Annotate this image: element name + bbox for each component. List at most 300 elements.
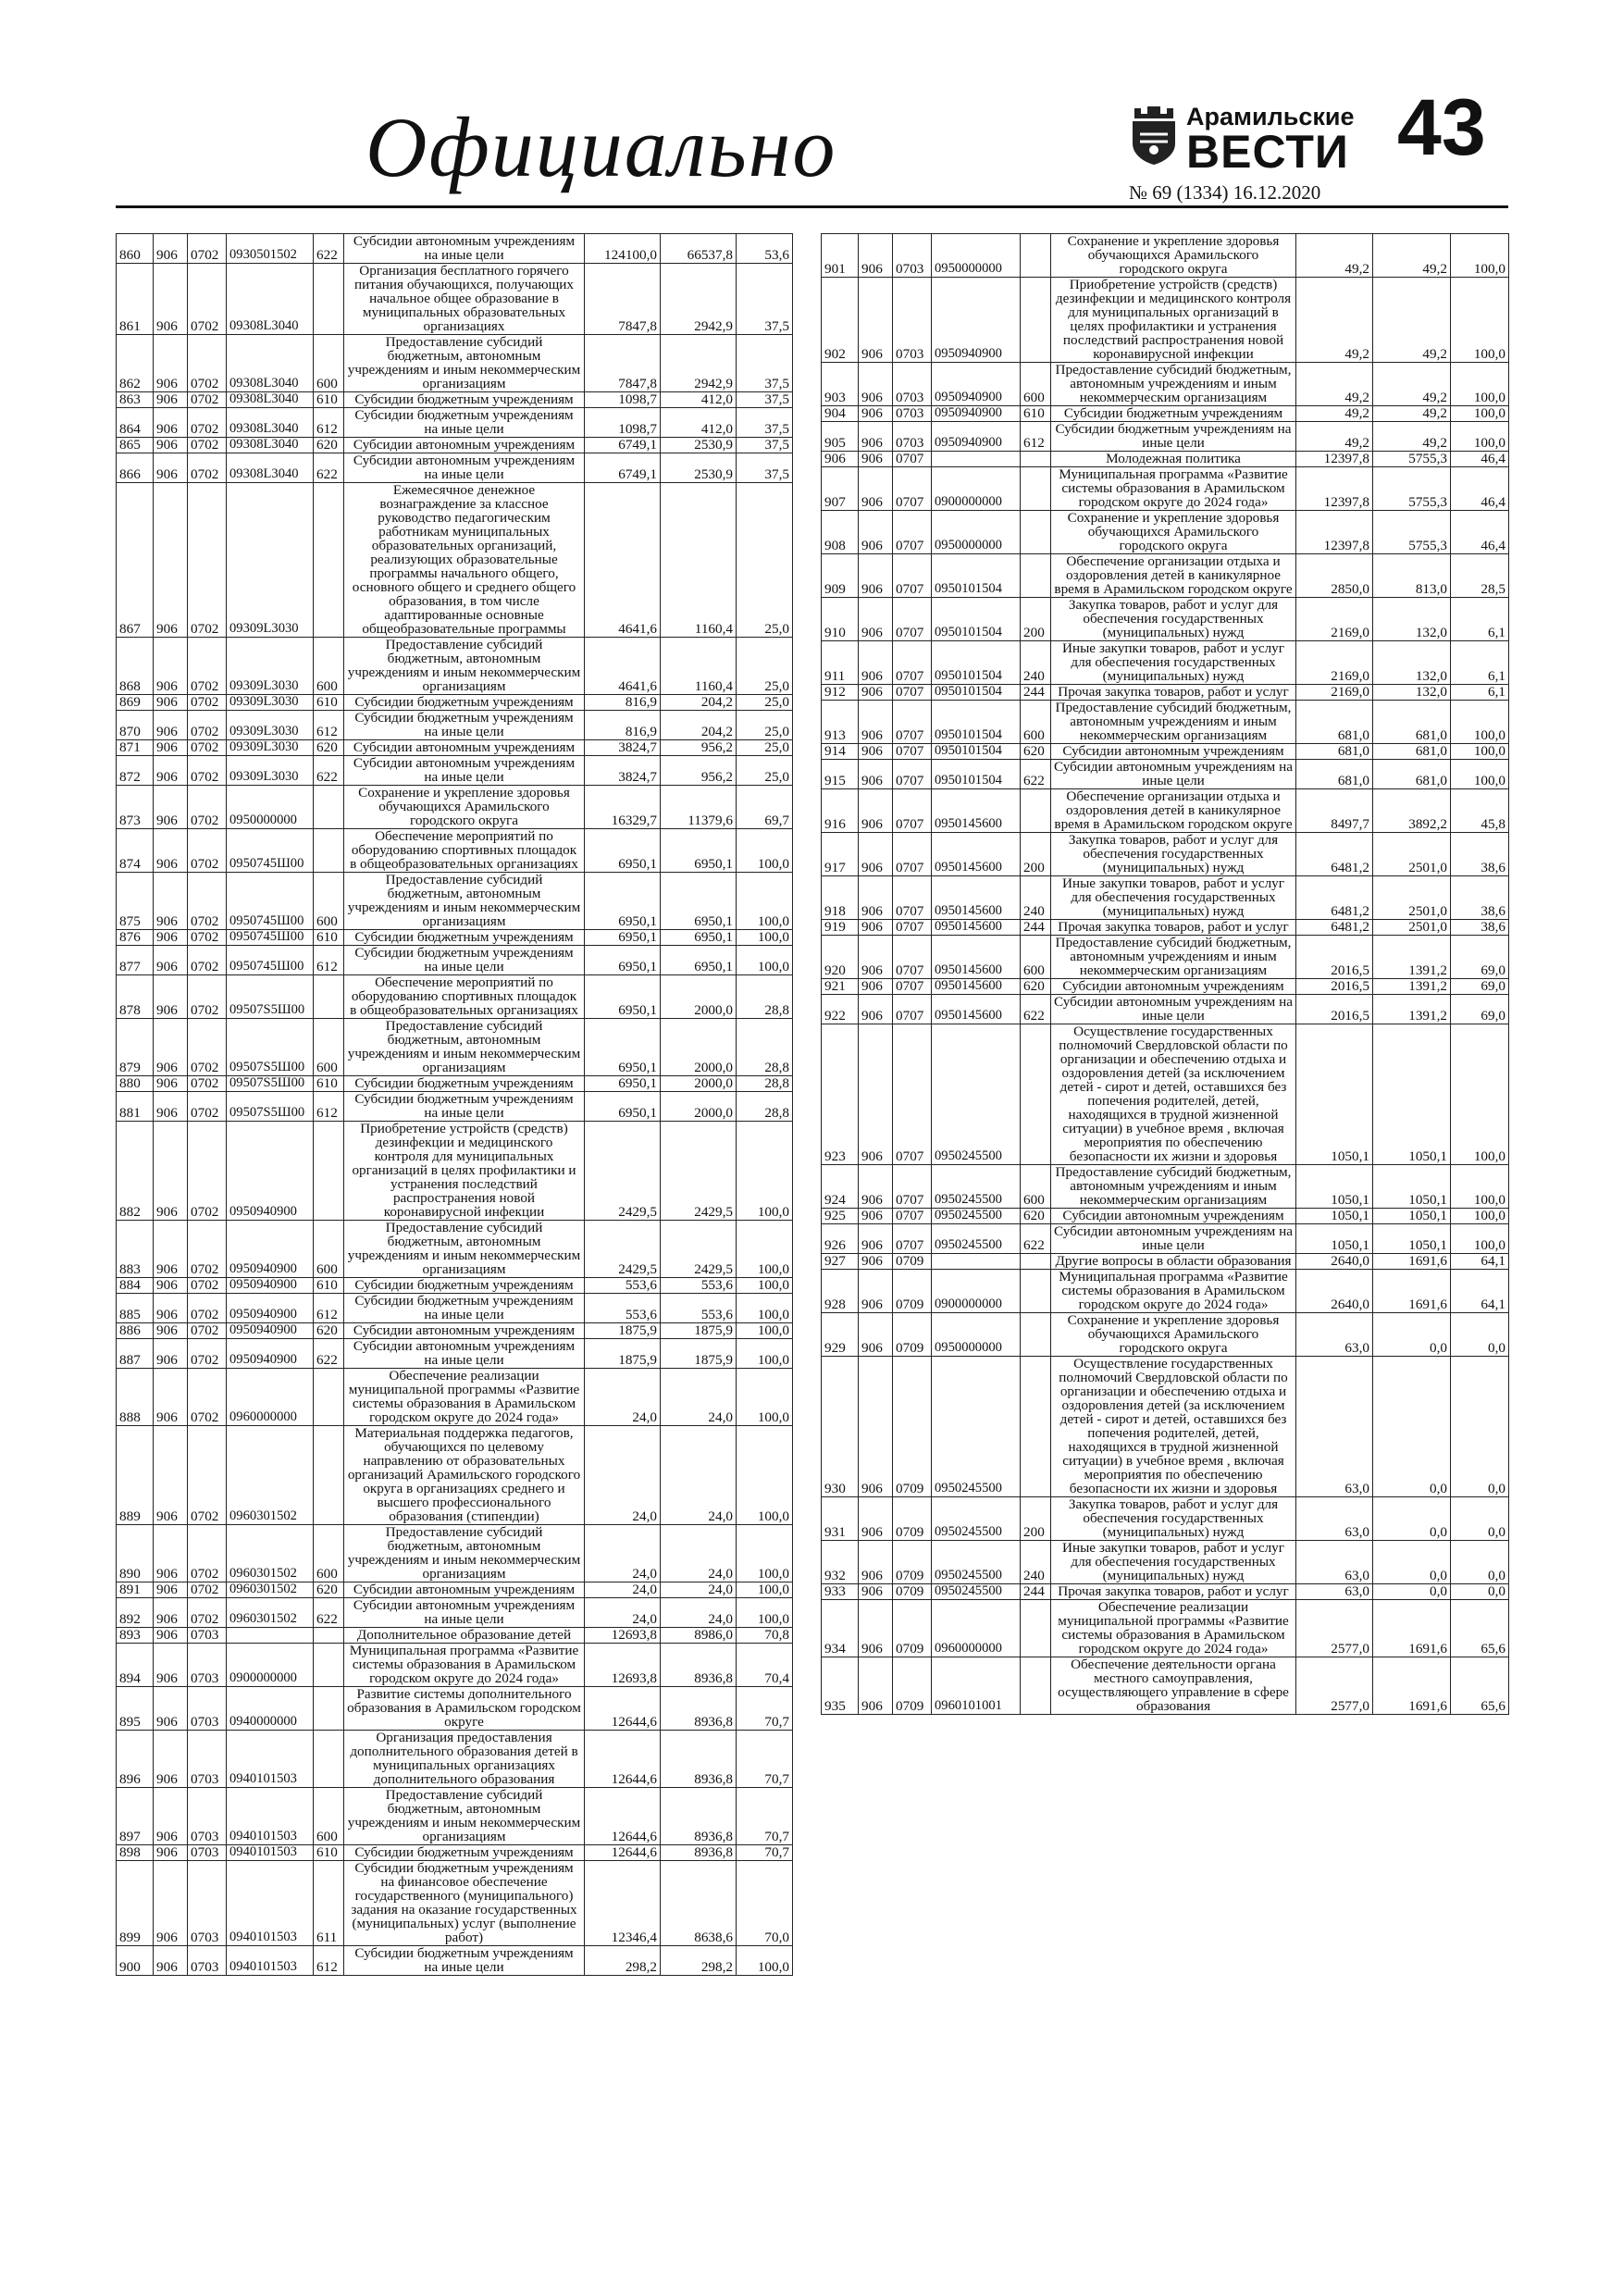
execution-percent-cell: 37,5 xyxy=(737,453,793,483)
expense-name-cell: Субсидии бюджетным учреждениям xyxy=(344,695,585,711)
row-number-cell: 926 xyxy=(822,1224,859,1254)
section-code-cell: 0702 xyxy=(188,695,227,711)
executed-amount-cell: 6950,1 xyxy=(661,946,737,975)
plan-amount-cell: 6481,2 xyxy=(1296,876,1373,920)
execution-percent-cell: 37,5 xyxy=(737,335,793,392)
expense-type-code-cell: 611 xyxy=(314,1861,344,1946)
execution-percent-cell: 100,0 xyxy=(1451,1165,1509,1209)
expense-name-cell: Субсидии бюджетным учреждениям xyxy=(344,1278,585,1294)
row-number-cell: 874 xyxy=(117,829,154,873)
section-code-cell: 0702 xyxy=(188,1323,227,1339)
row-number-cell: 900 xyxy=(117,1946,154,1976)
plan-amount-cell: 6481,2 xyxy=(1296,920,1373,936)
expense-name-cell: Обеспечение мероприятий по оборудованию спортивных площадок в общеобразовательных организациях xyxy=(344,975,585,1019)
section-code-cell: 0702 xyxy=(188,1582,227,1598)
section-code-cell: 0703 xyxy=(893,363,932,406)
expense-type-code-cell: 610 xyxy=(1021,406,1051,422)
expense-name-cell: Субсидии бюджетным учреждениям на иные цели xyxy=(1051,422,1296,452)
section-code-cell: 0702 xyxy=(188,975,227,1019)
admin-code-cell: 906 xyxy=(859,363,893,406)
expense-name-cell: Субсидии автономным учреждениям xyxy=(1051,979,1296,995)
row-number-cell: 860 xyxy=(117,234,154,264)
execution-percent-cell: 37,5 xyxy=(737,264,793,335)
admin-code-cell: 906 xyxy=(859,685,893,701)
row-number-cell: 879 xyxy=(117,1019,154,1076)
admin-code-cell: 906 xyxy=(859,511,893,554)
expense-name-cell: Предоставление субсидий бюджетным, автономным учреждениям и иным некоммерческим организациям xyxy=(1051,363,1296,406)
execution-percent-cell: 6,1 xyxy=(1451,685,1509,701)
expense-type-code-cell xyxy=(1021,789,1051,833)
row-number-cell: 922 xyxy=(822,995,859,1024)
executed-amount-cell: 0,0 xyxy=(1373,1357,1451,1497)
expense-type-code-cell xyxy=(1021,467,1051,511)
executed-amount-cell: 204,2 xyxy=(661,711,737,740)
target-article-code-cell: 0950000000 xyxy=(227,786,314,829)
table-row xyxy=(117,1582,793,1598)
executed-amount-cell: 1160,4 xyxy=(661,638,737,695)
admin-code-cell: 906 xyxy=(154,1628,188,1644)
execution-percent-cell: 100,0 xyxy=(1451,234,1509,278)
row-number-cell: 921 xyxy=(822,979,859,995)
admin-code-cell: 906 xyxy=(154,1339,188,1369)
plan-amount-cell: 24,0 xyxy=(585,1582,661,1598)
row-number-cell: 888 xyxy=(117,1369,154,1426)
target-article-code-cell: 0950245500 xyxy=(932,1357,1021,1497)
expense-name-cell: Муниципальная программа «Развитие системы образования в Арамильском городском округе до 2024 года» xyxy=(1051,1270,1296,1313)
row-number-cell: 897 xyxy=(117,1788,154,1845)
row-number-cell: 866 xyxy=(117,453,154,483)
table-row xyxy=(117,1628,793,1644)
row-number-cell: 877 xyxy=(117,946,154,975)
plan-amount-cell: 2169,0 xyxy=(1296,598,1373,641)
row-number-cell: 867 xyxy=(117,483,154,638)
executed-amount-cell: 1875,9 xyxy=(661,1339,737,1369)
executed-amount-cell: 24,0 xyxy=(661,1598,737,1628)
section-code-cell: 0707 xyxy=(893,876,932,920)
expense-name-cell: Сохранение и укрепление здоровья обучающихся Арамильского городского округа xyxy=(1051,234,1296,278)
expense-name-cell: Приобретение устройств (средств) дезинфекции и медицинского контроля для муниципальных организаций в целях профилактики и устранения последствий распространения новой коронавирусной инфекции xyxy=(1051,278,1296,363)
plan-amount-cell: 6950,1 xyxy=(585,946,661,975)
table-row xyxy=(822,833,1509,876)
admin-code-cell: 906 xyxy=(859,744,893,760)
section-code-cell: 0707 xyxy=(893,920,932,936)
target-article-code-cell: 0940101503 xyxy=(227,1946,314,1976)
budget-table-left xyxy=(116,233,793,1976)
executed-amount-cell: 132,0 xyxy=(1373,641,1451,685)
executed-amount-cell: 1691,6 xyxy=(1373,1270,1451,1313)
target-article-code-cell: 09507S5Ш00 xyxy=(227,975,314,1019)
execution-percent-cell: 25,0 xyxy=(737,740,793,756)
table-row xyxy=(117,1369,793,1426)
execution-percent-cell: 69,7 xyxy=(737,786,793,829)
plan-amount-cell: 24,0 xyxy=(585,1525,661,1582)
plan-amount-cell: 24,0 xyxy=(585,1426,661,1525)
table-row xyxy=(117,1294,793,1323)
execution-percent-cell: 0,0 xyxy=(1451,1357,1509,1497)
plan-amount-cell: 2429,5 xyxy=(585,1221,661,1278)
table-row xyxy=(117,756,793,786)
execution-percent-cell: 100,0 xyxy=(1451,744,1509,760)
section-code-cell: 0702 xyxy=(188,1339,227,1369)
table-row xyxy=(822,554,1509,598)
admin-code-cell: 906 xyxy=(154,1092,188,1122)
expense-type-code-cell: 200 xyxy=(1021,1497,1051,1541)
row-number-cell: 925 xyxy=(822,1209,859,1224)
section-code-cell: 0702 xyxy=(188,786,227,829)
plan-amount-cell: 49,2 xyxy=(1296,234,1373,278)
executed-amount-cell: 8936,8 xyxy=(661,1788,737,1845)
plan-amount-cell: 816,9 xyxy=(585,711,661,740)
expense-type-code-cell: 244 xyxy=(1021,1584,1051,1600)
target-article-code-cell: 0950940900 xyxy=(932,278,1021,363)
target-article-code-cell: 0940101503 xyxy=(227,1845,314,1861)
plan-amount-cell: 6950,1 xyxy=(585,1076,661,1092)
row-number-cell: 865 xyxy=(117,438,154,453)
table-row xyxy=(822,1584,1509,1600)
expense-type-code-cell: 240 xyxy=(1021,1541,1051,1584)
expense-name-cell: Предоставление субсидий бюджетным, автономным учреждениям и иным некоммерческим организациям xyxy=(344,1221,585,1278)
execution-percent-cell: 70,7 xyxy=(737,1731,793,1788)
plan-amount-cell: 2016,5 xyxy=(1296,979,1373,995)
target-article-code-cell: 0950145600 xyxy=(932,995,1021,1024)
plan-amount-cell: 553,6 xyxy=(585,1294,661,1323)
table-row xyxy=(822,1165,1509,1209)
expense-type-code-cell: 620 xyxy=(314,1323,344,1339)
execution-percent-cell: 0,0 xyxy=(1451,1313,1509,1357)
plan-amount-cell: 63,0 xyxy=(1296,1541,1373,1584)
row-number-cell: 927 xyxy=(822,1254,859,1270)
execution-percent-cell: 46,4 xyxy=(1451,452,1509,467)
admin-code-cell: 906 xyxy=(859,278,893,363)
table-row xyxy=(117,1122,793,1221)
target-article-code-cell: 0950245500 xyxy=(932,1165,1021,1209)
executed-amount-cell: 1391,2 xyxy=(1373,936,1451,979)
target-article-code-cell: 0900000000 xyxy=(932,467,1021,511)
table-row xyxy=(822,1357,1509,1497)
execution-percent-cell: 25,0 xyxy=(737,638,793,695)
execution-percent-cell: 28,8 xyxy=(737,975,793,1019)
expense-type-code-cell xyxy=(1021,554,1051,598)
execution-percent-cell: 100,0 xyxy=(737,1278,793,1294)
expense-name-cell: Предоставление субсидий бюджетным, автономным учреждениям и иным некоммерческим организациям xyxy=(344,873,585,930)
plan-amount-cell: 12644,6 xyxy=(585,1731,661,1788)
plan-amount-cell: 63,0 xyxy=(1296,1584,1373,1600)
admin-code-cell: 906 xyxy=(154,1525,188,1582)
target-article-code-cell: 09308L3040 xyxy=(227,453,314,483)
row-number-cell: 899 xyxy=(117,1861,154,1946)
executed-amount-cell: 681,0 xyxy=(1373,744,1451,760)
execution-percent-cell: 46,4 xyxy=(1451,467,1509,511)
plan-amount-cell: 63,0 xyxy=(1296,1357,1373,1497)
admin-code-cell: 906 xyxy=(859,1024,893,1165)
expense-type-code-cell: 622 xyxy=(314,756,344,786)
target-article-code-cell: 0940101503 xyxy=(227,1731,314,1788)
expense-type-code-cell: 240 xyxy=(1021,876,1051,920)
table-row xyxy=(822,467,1509,511)
expense-type-code-cell xyxy=(1021,1357,1051,1497)
target-article-code-cell: 0950145600 xyxy=(932,936,1021,979)
plan-amount-cell: 6950,1 xyxy=(585,930,661,946)
expense-type-code-cell xyxy=(1021,1254,1051,1270)
section-code-cell: 0709 xyxy=(893,1254,932,1270)
table-row xyxy=(822,1270,1509,1313)
plan-amount-cell: 124100,0 xyxy=(585,234,661,264)
table-row xyxy=(822,511,1509,554)
row-number-cell: 928 xyxy=(822,1270,859,1313)
table-row xyxy=(117,483,793,638)
expense-type-code-cell: 610 xyxy=(314,695,344,711)
target-article-code-cell: 0950745Ш00 xyxy=(227,873,314,930)
plan-amount-cell: 681,0 xyxy=(1296,744,1373,760)
row-number-cell: 889 xyxy=(117,1426,154,1525)
executed-amount-cell: 2501,0 xyxy=(1373,833,1451,876)
section-code-cell: 0707 xyxy=(893,995,932,1024)
row-number-cell: 896 xyxy=(117,1731,154,1788)
expense-name-cell: Субсидии автономным учреждениям на иные цели xyxy=(1051,1224,1296,1254)
row-number-cell: 910 xyxy=(822,598,859,641)
executed-amount-cell: 0,0 xyxy=(1373,1541,1451,1584)
section-code-cell: 0702 xyxy=(188,1092,227,1122)
section-code-cell: 0702 xyxy=(188,1294,227,1323)
table-row xyxy=(117,740,793,756)
expense-type-code-cell xyxy=(1021,452,1051,467)
expense-type-code-cell xyxy=(314,786,344,829)
plan-amount-cell: 6950,1 xyxy=(585,1019,661,1076)
target-article-code-cell: 0950000000 xyxy=(932,511,1021,554)
plan-amount-cell: 7847,8 xyxy=(585,335,661,392)
executed-amount-cell: 5755,3 xyxy=(1373,511,1451,554)
row-number-cell: 886 xyxy=(117,1323,154,1339)
section-code-cell: 0707 xyxy=(893,554,932,598)
target-article-code-cell xyxy=(932,1254,1021,1270)
section-code-cell: 0707 xyxy=(893,760,932,789)
expense-name-cell: Субсидии автономным учреждениям xyxy=(344,438,585,453)
admin-code-cell: 906 xyxy=(859,1497,893,1541)
admin-code-cell: 906 xyxy=(859,979,893,995)
expense-name-cell: Организация бесплатного горячего питания обучающихся, получающих начальное общее образование в муниципальных образовательных организациях xyxy=(344,264,585,335)
section-code-cell: 0707 xyxy=(893,979,932,995)
row-number-cell: 903 xyxy=(822,363,859,406)
table-row xyxy=(822,995,1509,1024)
table-row xyxy=(822,979,1509,995)
target-article-code-cell: 09308L3040 xyxy=(227,438,314,453)
table-row xyxy=(117,786,793,829)
expense-type-code-cell xyxy=(1021,1270,1051,1313)
executed-amount-cell: 1050,1 xyxy=(1373,1224,1451,1254)
executed-amount-cell: 8638,6 xyxy=(661,1861,737,1946)
admin-code-cell: 906 xyxy=(859,1541,893,1584)
expense-type-code-cell: 600 xyxy=(1021,363,1051,406)
expense-name-cell: Субсидии автономным учреждениям xyxy=(1051,1209,1296,1224)
admin-code-cell: 906 xyxy=(859,701,893,744)
executed-amount-cell: 1050,1 xyxy=(1373,1209,1451,1224)
target-article-code-cell: 09308L3040 xyxy=(227,335,314,392)
section-code-cell: 0703 xyxy=(188,1628,227,1644)
plan-amount-cell: 6950,1 xyxy=(585,975,661,1019)
target-article-code-cell: 0950000000 xyxy=(932,1313,1021,1357)
target-article-code-cell: 0950101504 xyxy=(932,701,1021,744)
section-code-cell: 0707 xyxy=(893,1165,932,1209)
table-row xyxy=(822,406,1509,422)
executed-amount-cell: 0,0 xyxy=(1373,1584,1451,1600)
expense-type-code-cell: 244 xyxy=(1021,920,1051,936)
executed-amount-cell: 1875,9 xyxy=(661,1323,737,1339)
expense-name-cell: Иные закупки товаров, работ и услуг для обеспечения государственных (муниципальных) нужд xyxy=(1051,876,1296,920)
execution-percent-cell: 25,0 xyxy=(737,483,793,638)
table-row xyxy=(822,920,1509,936)
executed-amount-cell: 49,2 xyxy=(1373,278,1451,363)
table-row xyxy=(117,1323,793,1339)
section-code-cell: 0707 xyxy=(893,789,932,833)
target-article-code-cell: 0950145600 xyxy=(932,833,1021,876)
target-article-code-cell xyxy=(932,452,1021,467)
target-article-code-cell: 0950940900 xyxy=(932,422,1021,452)
issue-info: № 69 (1334) 16.12.2020 xyxy=(1129,181,1321,204)
table-row xyxy=(117,695,793,711)
plan-amount-cell: 2640,0 xyxy=(1296,1254,1373,1270)
target-article-code-cell: 09308L3040 xyxy=(227,392,314,408)
section-code-cell: 0709 xyxy=(893,1657,932,1715)
target-article-code-cell: 0950745Ш00 xyxy=(227,946,314,975)
section-code-cell: 0703 xyxy=(188,1731,227,1788)
expense-type-code-cell: 610 xyxy=(314,930,344,946)
admin-code-cell: 906 xyxy=(154,234,188,264)
expense-type-code-cell: 610 xyxy=(314,392,344,408)
executed-amount-cell: 2000,0 xyxy=(661,975,737,1019)
expense-type-code-cell xyxy=(314,975,344,1019)
admin-code-cell: 906 xyxy=(859,936,893,979)
expense-type-code-cell: 600 xyxy=(314,1221,344,1278)
coat-of-arms-icon xyxy=(1129,106,1179,166)
expense-name-cell: Осуществление государственных полномочий Свердловской области по организации и обеспечению отдыха и оздоровления детей (за исключением детей - сирот и детей, оставшихся без попечения родителей, детей, находящихся в трудной жизненной ситуации) в учебное время , включая мероприятия по обеспечению безопасности их жизни и здоровья xyxy=(1051,1357,1296,1497)
executed-amount-cell: 2429,5 xyxy=(661,1221,737,1278)
plan-amount-cell: 1098,7 xyxy=(585,408,661,438)
expense-name-cell: Субсидии автономным учреждениям на иные цели xyxy=(344,453,585,483)
row-number-cell: 932 xyxy=(822,1541,859,1584)
executed-amount-cell: 49,2 xyxy=(1373,406,1451,422)
executed-amount-cell: 8936,8 xyxy=(661,1644,737,1687)
plan-amount-cell: 3824,7 xyxy=(585,756,661,786)
section-code-cell: 0707 xyxy=(893,1209,932,1224)
target-article-code-cell: 0960000000 xyxy=(227,1369,314,1426)
target-article-code-cell: 0950745Ш00 xyxy=(227,829,314,873)
admin-code-cell: 906 xyxy=(859,1224,893,1254)
table-row xyxy=(822,789,1509,833)
plan-amount-cell: 1050,1 xyxy=(1296,1024,1373,1165)
executed-amount-cell: 956,2 xyxy=(661,740,737,756)
expense-type-code-cell: 620 xyxy=(1021,744,1051,760)
section-code-cell: 0703 xyxy=(188,1861,227,1946)
plan-amount-cell: 1875,9 xyxy=(585,1339,661,1369)
execution-percent-cell: 65,6 xyxy=(1451,1600,1509,1657)
row-number-cell: 934 xyxy=(822,1600,859,1657)
executed-amount-cell: 8936,8 xyxy=(661,1845,737,1861)
executed-amount-cell: 8936,8 xyxy=(661,1687,737,1731)
expense-type-code-cell: 622 xyxy=(1021,1224,1051,1254)
admin-code-cell: 906 xyxy=(859,920,893,936)
plan-amount-cell: 2577,0 xyxy=(1296,1657,1373,1715)
table-row xyxy=(822,641,1509,685)
executed-amount-cell: 6950,1 xyxy=(661,930,737,946)
expense-name-cell: Предоставление субсидий бюджетным, автономным учреждениям и иным некоммерческим организациям xyxy=(344,638,585,695)
executed-amount-cell: 1691,6 xyxy=(1373,1600,1451,1657)
execution-percent-cell: 100,0 xyxy=(737,1221,793,1278)
executed-amount-cell: 3892,2 xyxy=(1373,789,1451,833)
section-code-cell: 0702 xyxy=(188,756,227,786)
row-number-cell: 861 xyxy=(117,264,154,335)
plan-amount-cell: 63,0 xyxy=(1296,1497,1373,1541)
section-code-cell: 0702 xyxy=(188,873,227,930)
expense-type-code-cell: 612 xyxy=(314,1294,344,1323)
section-code-cell: 0702 xyxy=(188,408,227,438)
table-row xyxy=(822,701,1509,744)
expense-name-cell: Субсидии автономным учреждениям xyxy=(344,740,585,756)
plan-amount-cell: 49,2 xyxy=(1296,422,1373,452)
executed-amount-cell: 24,0 xyxy=(661,1582,737,1598)
expense-name-cell: Предоставление субсидий бюджетным, автономным учреждениям и иным некоммерческим организациям xyxy=(1051,701,1296,744)
plan-amount-cell: 49,2 xyxy=(1296,406,1373,422)
section-code-cell: 0702 xyxy=(188,1525,227,1582)
row-number-cell: 913 xyxy=(822,701,859,744)
section-code-cell: 0702 xyxy=(188,1122,227,1221)
section-code-cell: 0702 xyxy=(188,335,227,392)
executed-amount-cell: 2000,0 xyxy=(661,1019,737,1076)
table-row xyxy=(822,876,1509,920)
admin-code-cell: 906 xyxy=(154,408,188,438)
row-number-cell: 908 xyxy=(822,511,859,554)
section-code-cell: 0703 xyxy=(188,1644,227,1687)
target-article-code-cell: 09309L3030 xyxy=(227,638,314,695)
execution-percent-cell: 38,6 xyxy=(1451,876,1509,920)
expense-name-cell: Развитие системы дополнительного образования в Арамильском городском округе xyxy=(344,1687,585,1731)
admin-code-cell: 906 xyxy=(859,598,893,641)
row-number-cell: 892 xyxy=(117,1598,154,1628)
table-row xyxy=(822,685,1509,701)
execution-percent-cell: 100,0 xyxy=(737,1369,793,1426)
section-code-cell: 0702 xyxy=(188,829,227,873)
execution-percent-cell: 100,0 xyxy=(737,1426,793,1525)
plan-amount-cell: 6749,1 xyxy=(585,453,661,483)
admin-code-cell: 906 xyxy=(154,638,188,695)
expense-name-cell: Закупка товаров, работ и услуг для обеспечения государственных (муниципальных) нужд xyxy=(1051,833,1296,876)
target-article-code-cell: 0950145600 xyxy=(932,789,1021,833)
section-code-cell: 0702 xyxy=(188,740,227,756)
plan-amount-cell: 12644,6 xyxy=(585,1845,661,1861)
plan-amount-cell: 12346,4 xyxy=(585,1861,661,1946)
plan-amount-cell: 1875,9 xyxy=(585,1323,661,1339)
table-row xyxy=(822,422,1509,452)
admin-code-cell: 906 xyxy=(154,1426,188,1525)
executed-amount-cell: 298,2 xyxy=(661,1946,737,1976)
row-number-cell: 905 xyxy=(822,422,859,452)
executed-amount-cell: 6950,1 xyxy=(661,829,737,873)
expense-name-cell: Сохранение и укрепление здоровья обучающихся Арамильского городского округа xyxy=(1051,511,1296,554)
expense-name-cell: Прочая закупка товаров, работ и услуг xyxy=(1051,1584,1296,1600)
section-code-cell: 0702 xyxy=(188,1369,227,1426)
section-code-cell: 0709 xyxy=(893,1541,932,1584)
expense-name-cell: Предоставление субсидий бюджетным, автономным учреждениям и иным некоммерческим организациям xyxy=(1051,936,1296,979)
section-code-cell: 0703 xyxy=(893,406,932,422)
executed-amount-cell: 204,2 xyxy=(661,695,737,711)
execution-percent-cell: 69,0 xyxy=(1451,979,1509,995)
row-number-cell: 915 xyxy=(822,760,859,789)
expense-type-code-cell: 622 xyxy=(314,234,344,264)
row-number-cell: 924 xyxy=(822,1165,859,1209)
expense-type-code-cell: 620 xyxy=(314,438,344,453)
plan-amount-cell: 816,9 xyxy=(585,695,661,711)
table-row xyxy=(822,1224,1509,1254)
expense-type-code-cell: 622 xyxy=(314,453,344,483)
